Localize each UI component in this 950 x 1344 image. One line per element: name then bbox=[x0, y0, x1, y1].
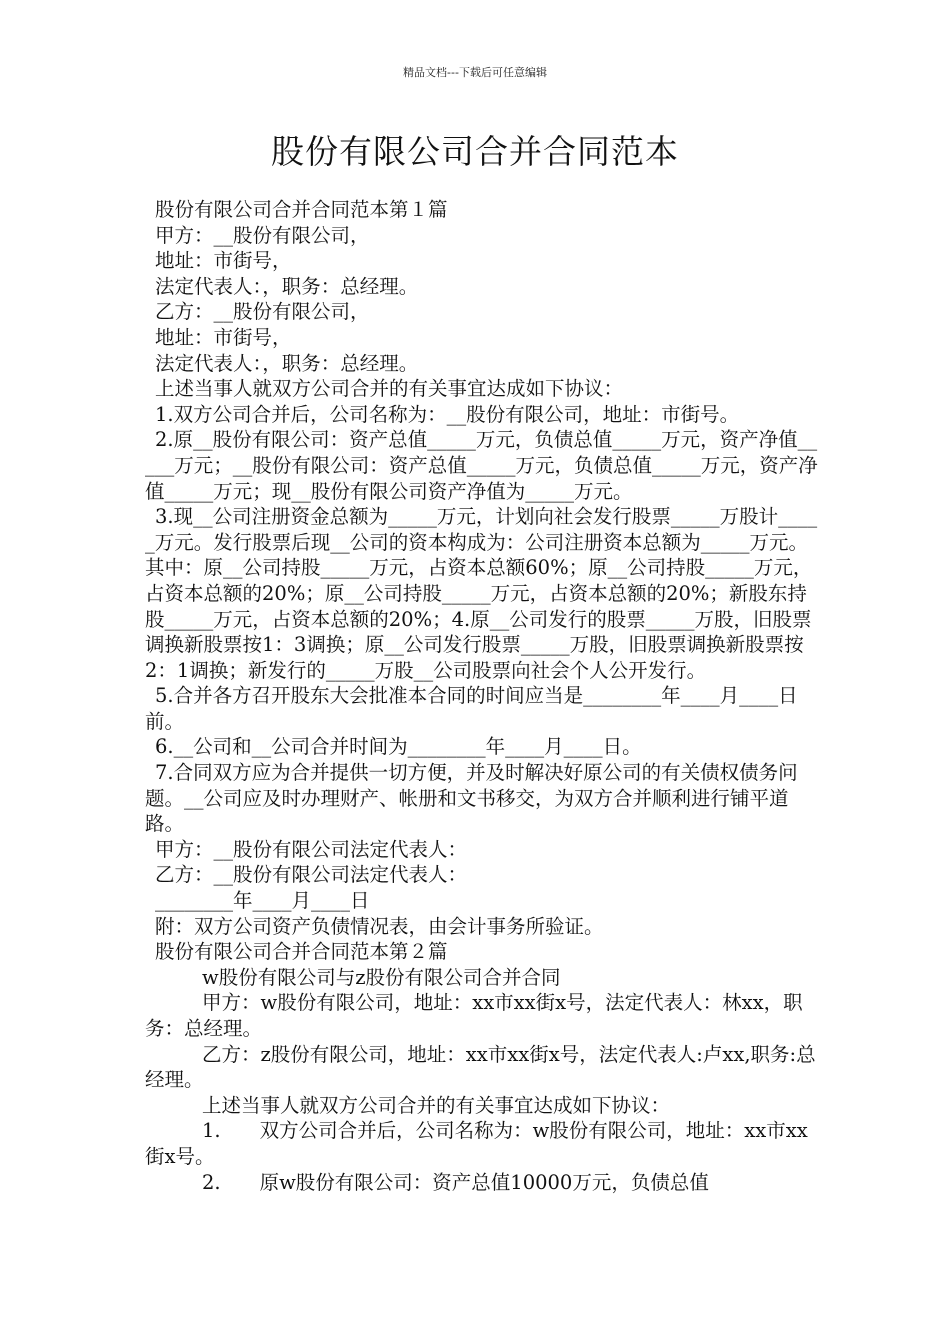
paragraph: 5.合并各方召开股东大会批准本合同的时间应当是________年____月____日前。 bbox=[145, 684, 798, 733]
paragraph: 乙方：__股份有限公司法定代表人： bbox=[155, 863, 468, 887]
paragraph: 7.合同双方应为合并提供一切方便，并及时解决好原公司的有关债权债务问题。__公司应及时办理财产、帐册和文书移交，为双方合并顺利进行铺平道路。 bbox=[145, 761, 798, 836]
paragraph: 附：双方公司资产负债情况表，由会计事务所验证。 bbox=[155, 914, 604, 938]
paragraph: 上述当事人就双方公司合并的有关事宜达成如下协议： bbox=[155, 377, 624, 401]
header-note: 精品文档---下载后可任意编辑 bbox=[403, 66, 547, 79]
paragraph: 2.原__股份有限公司：资产总值_____万元，负债总值_____万元，资产净值_____万元；__股份有限公司：资产总值_____万元，负债总值_____万元，资产净值_____万元；现__股份有限公司资产净值为_____万元。 bbox=[145, 428, 818, 503]
paragraph: 股份有限公司合并合同范本第１篇 bbox=[155, 198, 448, 221]
document-body bbox=[145, 197, 825, 1195]
paragraph: w股份有限公司与z股份有限公司合并合同 bbox=[202, 965, 561, 989]
paragraph: 6.__公司和__公司合并时间为________年____月____日。 bbox=[155, 735, 642, 759]
paragraph: ________年____月____日 bbox=[155, 889, 370, 913]
paragraph: 甲方：w股份有限公司，地址：xx市xx街x号，法定代表人：林xx，职务：总经理。 bbox=[145, 991, 803, 1040]
paragraph: 法定代表人：，职务：总经理。 bbox=[155, 274, 419, 298]
paragraph: 甲方：__股份有限公司， bbox=[155, 223, 370, 247]
paragraph: 1. 双方公司合并后，公司名称为：w股份有限公司，地址：xx市xx街x号。 bbox=[145, 1119, 808, 1168]
paragraph: 乙方：z股份有限公司，地址：xx市xx街x号，法定代表人:卢xx,职务:总经理。 bbox=[145, 1042, 816, 1092]
paragraph: 上述当事人就双方公司合并的有关事宜达成如下协议： bbox=[202, 1093, 671, 1117]
paragraph: 甲方：__股份有限公司法定代表人： bbox=[155, 837, 468, 861]
paragraph: 股份有限公司合并合同范本第２篇 bbox=[155, 940, 448, 964]
paragraph: 1.双方公司合并后，公司名称为：__股份有限公司，地址：市街号。 bbox=[155, 402, 740, 426]
paragraph: 3.现__公司注册资金总额为_____万元，计划向社会发行股票_____万股计_____万元。发行股票后现__公司的资本构成为：公司注册资本总额为_____万元。其中：原__公司持股_____万元，占资本总额60%；原__公司持股_____万元，占资本总额的20%；原__公司持股_____万元，占资本总额的20%；新股东持股_____万元，占资本总额的20%；4.原__公司发行的股票_____万股，旧股票调换新股票按1：3调换；原__公司发行股票_____万股，旧股票调换新股票按2：1调换；新发行的_____万股__公司股票向社会个人公开发行。 bbox=[145, 505, 818, 682]
document-title: 股份有限公司合并合同范本 bbox=[271, 132, 679, 171]
paragraph: 地址：市街号， bbox=[155, 249, 292, 273]
paragraph: 法定代表人：，职务：总经理。 bbox=[155, 351, 419, 375]
paragraph: 地址：市街号， bbox=[155, 325, 292, 349]
paragraph: 2. 原w股份有限公司：资产总值10000万元，负债总值 bbox=[202, 1170, 709, 1194]
paragraph: 乙方：__股份有限公司， bbox=[155, 300, 370, 324]
